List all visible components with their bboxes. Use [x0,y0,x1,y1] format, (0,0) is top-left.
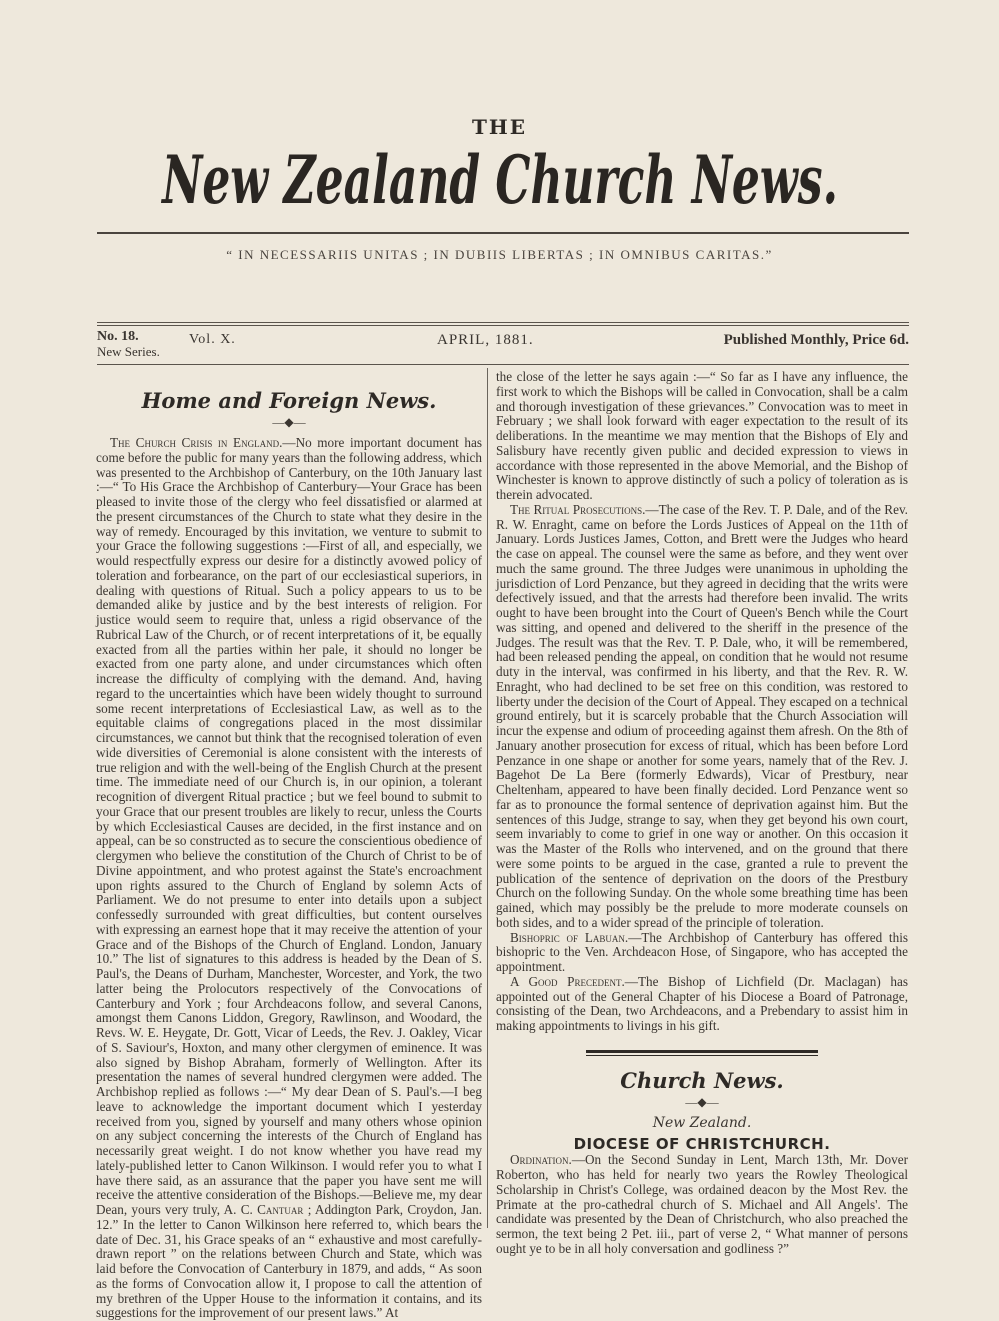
issue-series: New Series. [97,344,160,359]
article-text: —The Bishop of Lichfield (Dr. Maclagan) has appointed out of the General Chapter of his Diocese a Board of Patronage, consisting of the Dean, two Archdeacons, and a Prebendary to assist him in making appointments to livings in his gift. [496,973,908,1033]
article-ritual-prosecutions [496,503,908,931]
article-lead: A Good Precedent. [510,973,625,989]
section-heading: Home and Foreign News. [141,388,437,413]
article-bishopric-labuan [496,931,908,975]
article-text-continued: ; Addington Park, Croydon, Jan. 12.” In the letter to Canon Wilkinson here referred to, which bears the date of Dec. 31, his Grace speaks of an “ exhaustive and most carefully-drawn report ” on the relations between Church and State, which was laid before the Convocation of Canterbury in 1879, and adds, “ As soon as the forms of Convocation allow it, I propose to call the attention of my brethren of the Upper House to the information it contains, and its suggestions for the improvement of our present laws.” At [96,1202,483,1321]
right-column [496,370,908,1257]
left-column [96,370,482,1321]
article-text: —No more important document has come before the public for many years than the following address, which was presented to the Archbishop of Canterbury, on the 10th January last :—“ To His Grace the Archbishop of Canterbury—Your Grace has been pleased to invite those of the clergy who feel dissatisfied or alarmed at the present circumstances of the Church to state what they desire in the way of remedy. Encouraged by this invitation, we venture to submit to your Grace the following suggestions :—First of all, and especially, we would respectfully express our desire for a distinctly avowed policy of toleration and forbearance, on the part of our ecclesiastical superiors, in dealing with questions of Ritual. Such a policy appears to us to be demanded alike by justice and by the best interests of religion. For justice would seem to require that, unless a rigid observance of the Rubrical Law of the Church, or of recent interpretations of it, be equally exacted from all the parties within her pale, it should no longer be exacted from one party alone, and under circumstances which often increase the difficulty of complying with the demand. And, having regard to the uncertainties which have been widely thought to surround some recent interpretations of Ecclesiastical Law, as well as to the equitable claims of congregations placed in the most dissimilar circumstances, we cannot but think that the recognised toleration of even wide diversities of Ceremonial is alone consistent with the interests of true religion and with the well-being of the English Church at the present time. The immediate need of our Church is, in our opinion, a tolerant recognition of divergent Ritual practice ; but we feel bound to submit to your Grace that our present troubles are likely to recur, unless the Courts by which Ecclesiastical Causes are decided, in the first instance and on appeal, can be so constructed as to secure the conscientious obedience of clergymen who believe the constitution of the Church of Christ to be of Divine appointment, and who protest against the State's encroachment upon rights assured to the Church of England by solemn Acts of Parliament. We do not presume to enter into details upon a subject confessedly surrounded with great difficulties, but content ourselves with expressing an earnest hope that it may receive the attention of your Grace and of the Bishops of the Church of England. London, January 10.” The list of signatures to this address is headed by the Dean of S. Paul's, the Deans of Durham, Manchester, Worcester, and York, the two latter being the Prolocutors respectively of the Convocations of Canterbury and York ; four Archdeacons follow, and several Canons, amongst them Canons Liddon, Gregory, Rawlinson, and Woodard, the Revs. W. E. Heygate, Dr. Gott, Vicar of Leeds, the Rev. J. Oakley, Vicar of S. Saviour's, Hoxton, and many other clergymen of eminence. It was also signed by Bishop Abraham, formerly of Wellington. After its presentation the names of several hundred clergymen were added. The Archbishop replied as follows :—“ My dear Dean of S. Paul's.—I beg leave to acknowledge the important document which I yesterday received from you, signed by yourself and many others whose opinion on any subject concerning the interests of the Church of England has necessarily great weight. I do not know whether you have read my lately-published letter to Canon Wilkinson. I would refer you to what I have there said, as an assurance that the paper you have sent me will receive the attentive consideration of the Bishops.—Believe me, my dear Dean, yours very truly, A. C. [96,435,482,1217]
article-text: —The Archbishop of Canterbury has offered this bishopric to the Ven. Archdeacon Hose, of Singapore, who has accepted the appointment. [496,929,908,974]
divider [97,232,909,234]
section-rule [586,1050,818,1056]
issue-volume: Vol. X. [189,332,236,347]
article-continued: the close of the letter he says again :—“ So far as I have any influence, the first work to which the Bishops will be called in Convocation, shall be a calm and thorough investigation of these grievances.” Convocation was to meet in February ; we shall look forward with eager expectation to the result of its deliberations. In the meantime we may mention that the Bishops of Ely and Salisbury have recently given public and decided expression to views in accordance with those represented in the above Memorial, and the Bishop of Winchester is known to approve distinctly of such a policy of toleration as is therein advocated. [496,369,908,502]
article-lead: The Church Crisis in England. [110,435,283,450]
divider [97,364,909,365]
issue-number: No. 18. [97,329,139,344]
section-heading: Church News. [620,1067,784,1093]
diocese-heading: DIOCESE OF CHRISTCHURCH. [573,1134,831,1153]
article-lead: Bishopric of Labuan. [510,929,629,945]
signature: Cantuar [257,1202,304,1217]
motto: “ IN NECESSARIIS UNITAS ; IN DUBIIS LIBERTAS ; IN OMNIBUS CARITAS.” [226,247,773,262]
article-ordination [496,1153,908,1256]
ornament: —◆— [272,415,306,429]
divider [97,322,909,323]
column-divider [487,368,488,1228]
divider [97,325,909,326]
subheading: New Zealand. [652,1114,752,1131]
masthead-the: THE [471,115,528,139]
ornament: —◆— [685,1094,719,1109]
issue-info [97,330,909,362]
article-text: —On the Second Sunday in Lent, March 13th, Mr. Dover Roberton, who has held for nearly two years the Rowley Theological Scholarship in Christ's College, was ordained deacon by the Most Rev. the Primate at the pro-cathedral church of S. Michael and All Angels'. The candidate was presented by the Dean of Christchurch, who also preached the sermon, the text being 2 Pet. iii., part of verse 2, “ What manner of persons ought ye to be in all holy conversation and godliness ?” [496,1152,908,1256]
article-text: —The case of the Rev. T. P. Dale, and of the Rev. R. W. Enraght, came on before the Lords Justices of Appeal on the 11th of January. Lords Justices James, Cotton, and Brett were the Judges who heard the case on appeal. The counsel were the same as before, and they went over much the same ground. The three Judges were unanimous in upholding the jurisdiction of Lord Penzance, but they agreed in deciding that the writs were defectively issued, and that the arrests had therefore been invalid. The writs ought to have been brought into the Court of Queen's Bench while the Court was sitting, and opened and delivered to the sheriff in the presence of the Judges. The result was that the Rev. T. P. Dale, who, it will be remembered, had been released pending the appeal, on condition that he would not resume duty in the interval, was confirmed in his liberty, and that the Rev. R. W. Enraght, who had declined to be set free on this condition, was restored to liberty under the decision of the Court of Appeal. They escaped on a technical ground entirely, but it is scarcely probable that the Church Association will incur the expense and odium of proceeding against them afresh. On the 8th of January another prosecution for excess of ritual, which has been before Lord Penzance in one shape or another for some years, namely that of the Rev. J. Bagehot De La Bere (formerly Edwards), Vicar of Prestbury, near Cheltenham, appeared to have been finally decided. Lord Penzance went so far as to pronounce the formal sentence of deprivation against him. But the sentences of this Judge, strange to say, when they get beyond his own court, seem invariably to come to grief in one way or another. On this occasion it was the Master of the Rolls who intervened, and on the ground that there were some points to be argued in the case, granted a rule to prevent the publication of the sentence of deprivation on the doors of the Prestbury Church on the following Sunday. On the whole some breathing time has been gained, which may possibly be the prelude to more moderate counsels on both sides, and to a wider spread of the principle of toleration. [496,501,908,930]
article-good-precedent [496,975,908,1034]
article-church-crisis [96,436,482,1321]
article-lead: Ordination. [510,1152,572,1168]
issue-price: Published Monthly, Price 6d. [723,332,909,348]
masthead-title: New Zealand Church News. [162,143,838,220]
article-lead: The Ritual Prosecutions. [510,501,646,517]
issue-date: APRIL, 1881. [437,332,534,348]
